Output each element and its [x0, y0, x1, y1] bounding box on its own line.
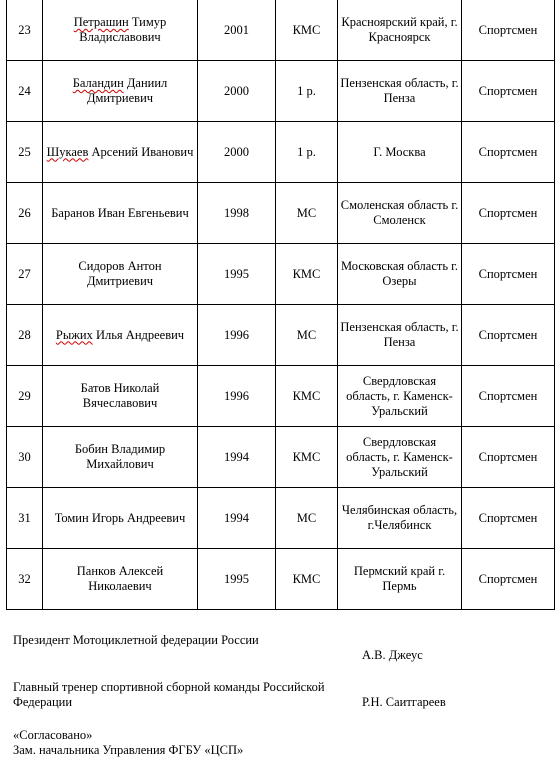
approval-block	[13, 728, 243, 758]
athlete-surname: Бобин	[74, 442, 108, 456]
sport-rank-cell: КМС	[276, 0, 338, 61]
coach-name: Р.Н. Саитгареев	[362, 695, 446, 709]
role-cell: Спортсмен	[462, 61, 555, 122]
athlete-given-names: Арсений Иванович	[88, 144, 194, 159]
athlete-name-cell	[43, 488, 198, 549]
athlete-surname: Батов	[80, 381, 111, 395]
row-number-cell: 24	[7, 61, 43, 122]
athlete-name-cell	[43, 427, 198, 488]
table-row	[7, 488, 555, 549]
role-cell: Спортсмен	[462, 305, 555, 366]
athlete-surname: Петрашин	[73, 15, 129, 29]
birth-year-cell: 1994	[198, 427, 276, 488]
athlete-given-names: Тимур Владиславович	[79, 15, 167, 44]
table-row	[7, 427, 555, 488]
president-title: Президент Мотоциклетной федерации России	[13, 633, 259, 647]
role-cell: Спортсмен	[462, 366, 555, 427]
athlete-given-names: Антон Дмитриевич	[86, 259, 162, 288]
athlete-given-names: Владимир Михайлович	[86, 442, 166, 471]
row-number-cell: 27	[7, 244, 43, 305]
athlete-given-names: Игорь Андреевич	[88, 510, 186, 525]
row-number-cell: 30	[7, 427, 43, 488]
athlete-name-cell	[43, 549, 198, 610]
sport-rank-cell: МС	[276, 305, 338, 366]
row-number-cell: 32	[7, 549, 43, 610]
athletes-table-body	[7, 0, 555, 610]
table-row	[7, 122, 555, 183]
athlete-given-names: Даниил Дмитриевич	[86, 76, 168, 105]
region-cell: Московская область г. Озеры	[338, 244, 462, 305]
athlete-name-cell	[43, 0, 198, 61]
athlete-name-cell	[43, 366, 198, 427]
role-cell: Спортсмен	[462, 122, 555, 183]
president-name-text: А.В. Джеус	[362, 648, 423, 662]
athlete-given-names: Николай Вячеславович	[82, 381, 160, 410]
birth-year-cell: 1998	[198, 183, 276, 244]
row-number-cell: 29	[7, 366, 43, 427]
athlete-name-cell	[43, 305, 198, 366]
athlete-surname: Баранов	[51, 205, 95, 220]
birth-year-cell: 1994	[198, 488, 276, 549]
sport-rank-cell: 1 р.	[276, 122, 338, 183]
birth-year-cell: 1996	[198, 366, 276, 427]
row-number-cell: 23	[7, 0, 43, 61]
birth-year-cell: 1996	[198, 305, 276, 366]
athlete-surname: Шукаев	[46, 144, 89, 159]
table-row	[7, 549, 555, 610]
coach-signature	[13, 680, 553, 727]
region-cell: Свердловская область, г. Каменск-Уральский	[338, 427, 462, 488]
role-cell: Спортсмен	[462, 427, 555, 488]
athlete-surname: Томин	[54, 510, 89, 525]
birth-year-cell: 2000	[198, 61, 276, 122]
row-number-cell: 26	[7, 183, 43, 244]
birth-year-cell: 2001	[198, 0, 276, 61]
table-row	[7, 244, 555, 305]
birth-year-cell: 1995	[198, 244, 276, 305]
region-cell: Челябинская область, г.Челябинск	[338, 488, 462, 549]
role-cell: Спортсмен	[462, 244, 555, 305]
table-row	[7, 305, 555, 366]
table-row	[7, 366, 555, 427]
region-cell: Красноярский край, г. Красноярск	[338, 0, 462, 61]
sport-rank-cell: КМС	[276, 366, 338, 427]
athlete-name-cell	[43, 244, 198, 305]
athlete-name-cell	[43, 122, 198, 183]
region-cell: Пермский край г. Пермь	[338, 549, 462, 610]
region-cell: Пензенская область, г. Пенза	[338, 305, 462, 366]
president-name	[362, 648, 423, 663]
role-cell: Спортсмен	[462, 549, 555, 610]
coach-title: Главный тренер спортивной сборной команды Российской Федерации	[13, 680, 325, 709]
athlete-given-names: Илья Андреевич	[92, 327, 185, 342]
signatures-footer	[13, 633, 553, 757]
approved-label: «Согласовано»	[13, 728, 93, 742]
athlete-name-cell	[43, 61, 198, 122]
athlete-surname: Панков	[76, 564, 116, 578]
athlete-given-names: Иван Евгеньевич	[94, 205, 189, 220]
sport-rank-cell: КМС	[276, 427, 338, 488]
athletes-table	[6, 0, 555, 610]
role-cell: Спортсмен	[462, 488, 555, 549]
athlete-surname: Баландин	[72, 76, 124, 90]
athlete-name-cell	[43, 183, 198, 244]
region-cell: Смоленская область г. Смоленск	[338, 183, 462, 244]
president-signature	[13, 633, 553, 680]
sport-rank-cell: 1 р.	[276, 61, 338, 122]
table-row	[7, 61, 555, 122]
deputy-title: Зам. начальника Управления ФГБУ «ЦСП»	[13, 743, 244, 757]
region-cell: Пензенская область, г. Пенза	[338, 61, 462, 122]
role-cell: Спортсмен	[462, 0, 555, 61]
region-cell: Свердловская область, г. Каменск-Уральский	[338, 366, 462, 427]
sport-rank-cell: МС	[276, 488, 338, 549]
sport-rank-cell: КМС	[276, 549, 338, 610]
table-row	[7, 0, 555, 61]
table-row	[7, 183, 555, 244]
birth-year-cell: 1995	[198, 549, 276, 610]
athlete-surname: Сидоров	[78, 259, 125, 273]
sport-rank-cell: МС	[276, 183, 338, 244]
row-number-cell: 31	[7, 488, 43, 549]
sport-rank-cell: КМС	[276, 244, 338, 305]
birth-year-cell: 2000	[198, 122, 276, 183]
athlete-surname: Рыжих	[55, 327, 93, 342]
region-cell: Г. Москва	[338, 122, 462, 183]
athlete-given-names: Алексей Николаевич	[88, 564, 164, 593]
row-number-cell: 28	[7, 305, 43, 366]
role-cell: Спортсмен	[462, 183, 555, 244]
row-number-cell: 25	[7, 122, 43, 183]
